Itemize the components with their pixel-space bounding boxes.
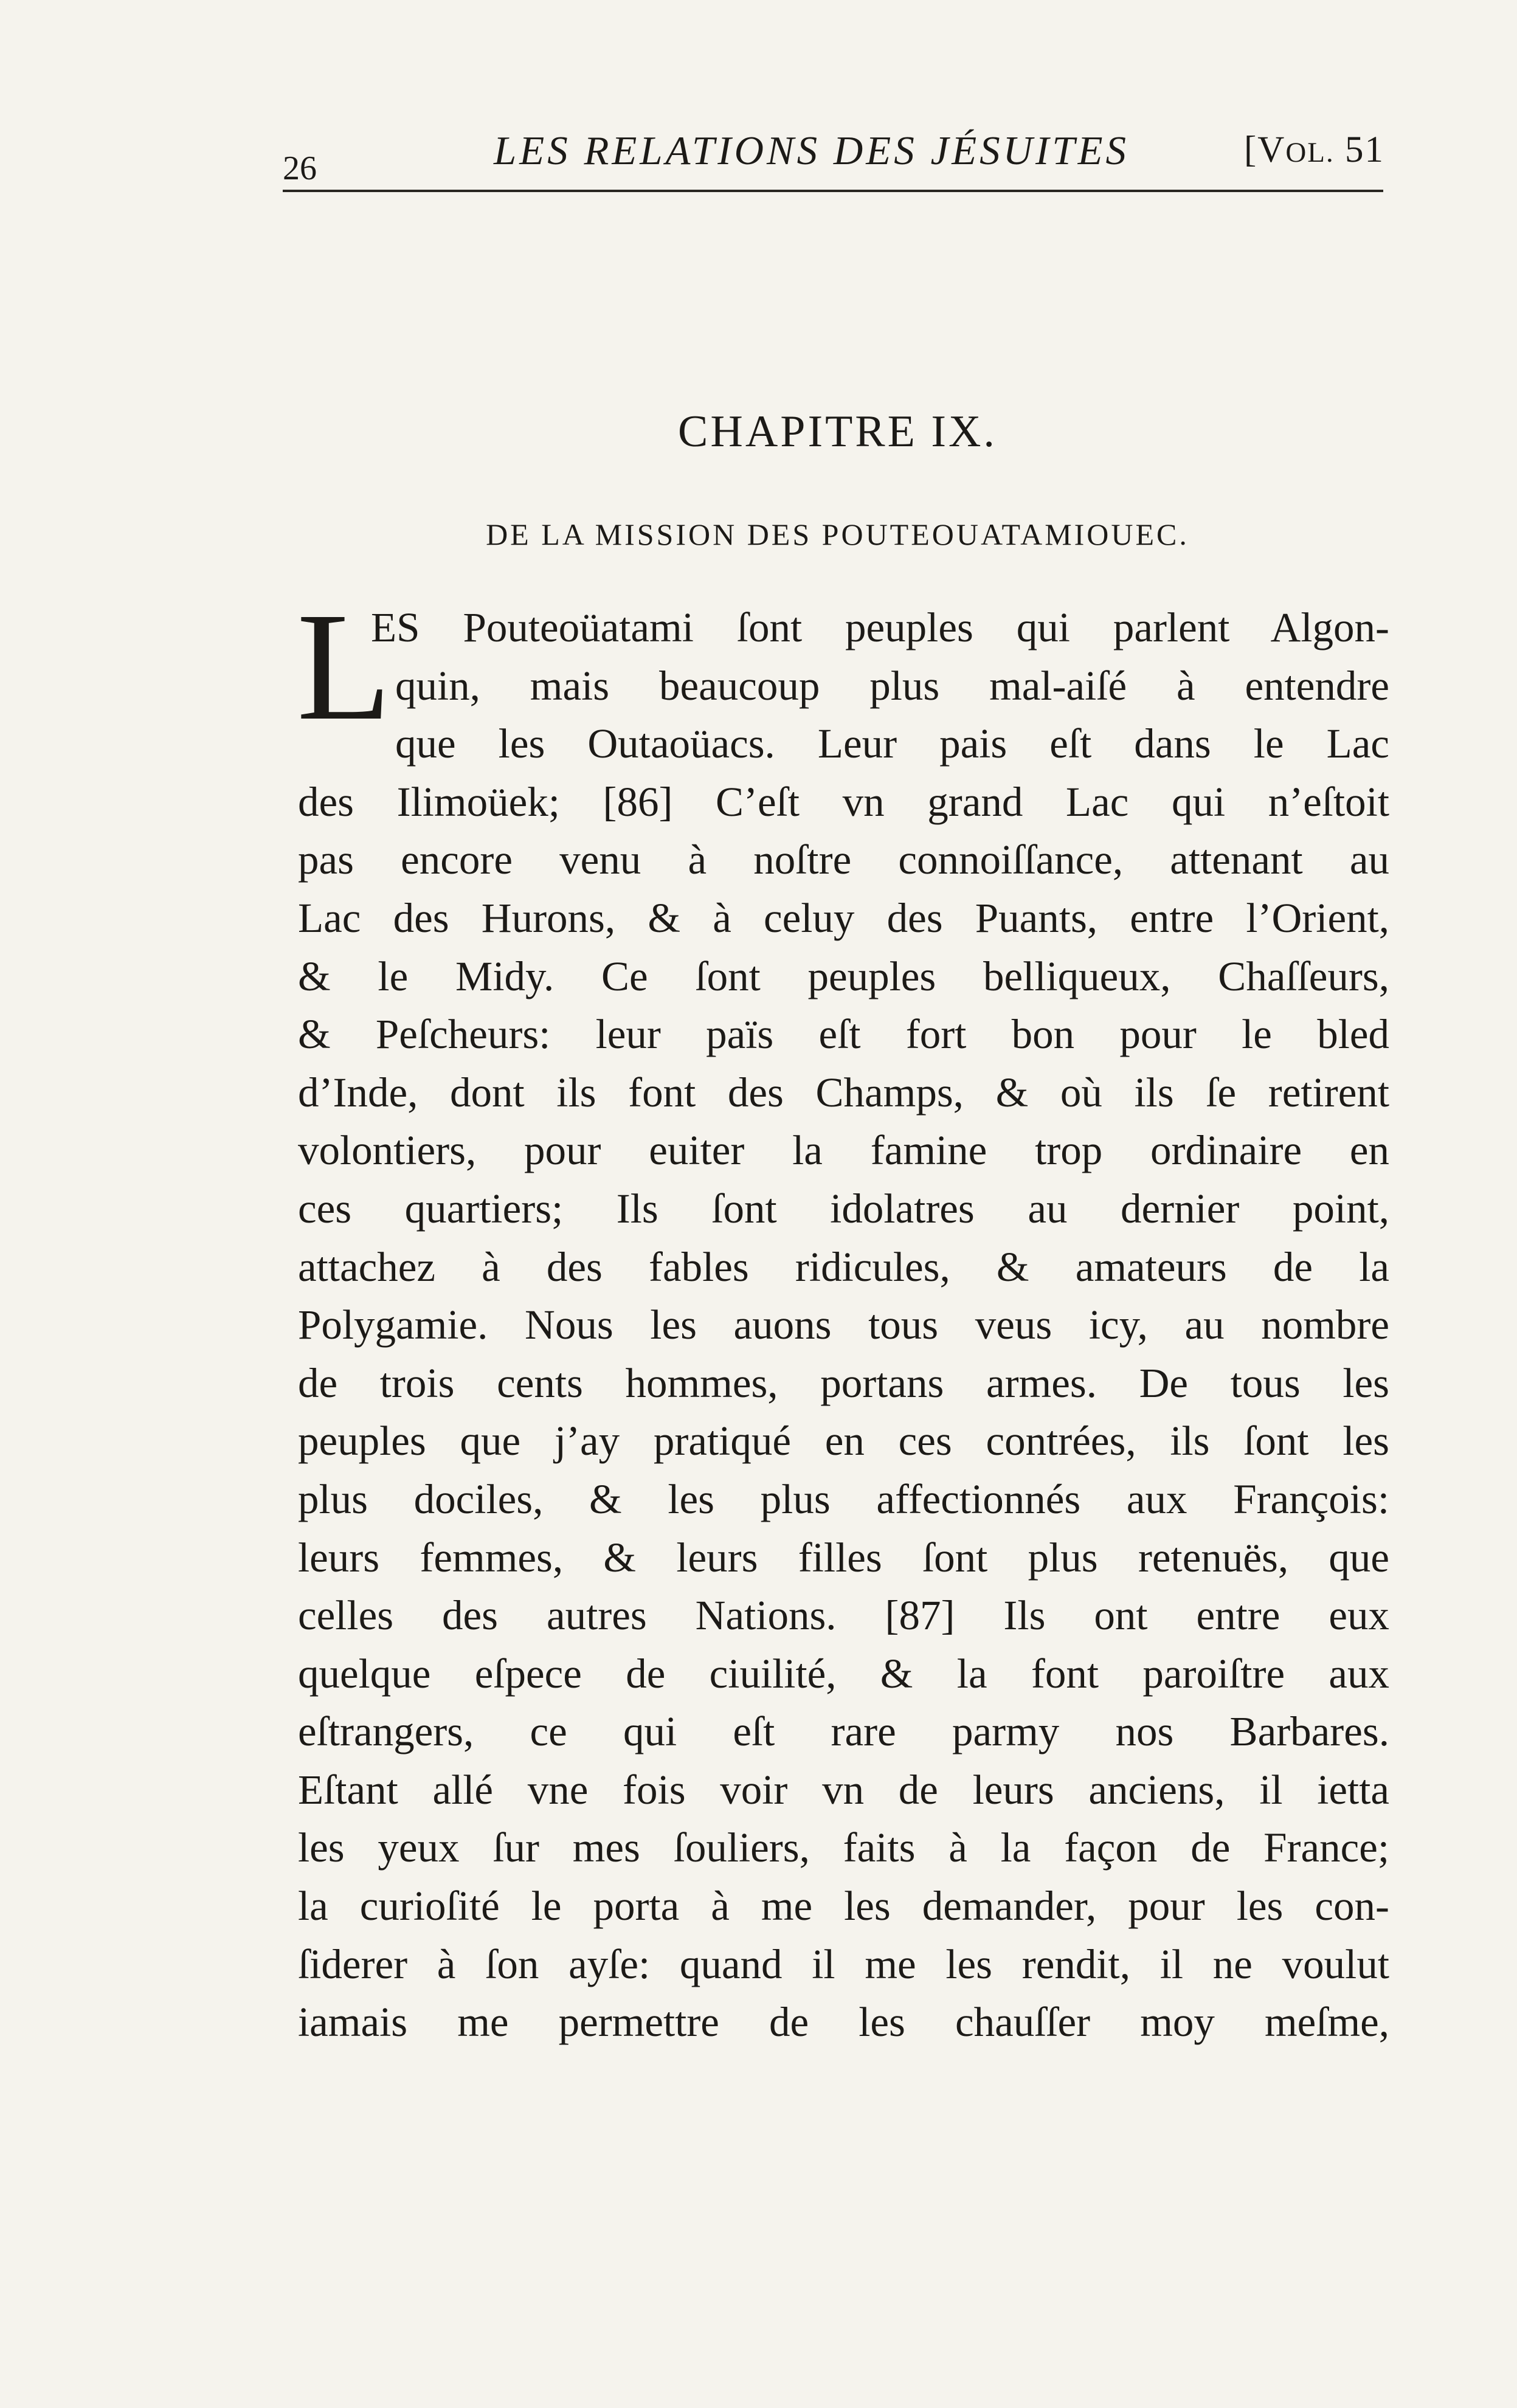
volume-abbrev: OL. — [1285, 137, 1335, 168]
text-line: Lac des Hurons, & à celuy des Puants, entre l’Orient, — [298, 894, 1389, 941]
text-line: de trois cents hommes, portans armes. De tous les — [298, 1359, 1389, 1406]
text-line: eſtrangers, ce qui eſt rare parmy nos Barbares. — [298, 1708, 1389, 1755]
volume-prefix: [V — [1243, 129, 1286, 170]
text-line: des Ilimoüek; [86] C’eſt vn grand Lac qui n’eſtoit — [298, 778, 1389, 825]
text-line: leurs femmes, & leurs filles ſont plus retenuës, que — [298, 1534, 1389, 1581]
text-line: Polygamie. Nous les auons tous veus icy, au nombre — [298, 1302, 1389, 1348]
text-line: & Peſcheurs: leur païs eſt fort bon pour le bled — [298, 1011, 1389, 1058]
running-head — [280, 122, 1386, 187]
text-line: volontiers, pour euiter la famine trop ordinaire en — [298, 1127, 1389, 1174]
text-line: d’Inde, dont ils font des Champs, & où ils ſe retirent — [298, 1069, 1389, 1116]
text-line: quin, mais beaucoup plus mal-aiſé à entendre — [395, 662, 1389, 709]
text-line: les yeux ſur mes ſouliers, faits à la façon de France; — [298, 1824, 1389, 1871]
drop-cap: L — [297, 581, 392, 753]
chapter-subtitle: DE LA MISSION DES POUTEOUATAMIOUEC. — [486, 517, 1189, 551]
text-line: ES Pouteoüatami ſont peuples qui parlent Algon- — [371, 604, 1389, 650]
text-line: plus dociles, & les plus affectionnés aux François: — [298, 1475, 1389, 1522]
text-line: iamais me permettre de les chauſſer moy meſme, — [298, 1999, 1389, 2046]
text-line: pas encore venu à noſtre connoiſſance, attenant au — [298, 837, 1389, 883]
body-text — [297, 581, 1389, 2052]
chapter-title: CHAPITRE IX. — [678, 407, 997, 457]
running-title: LES RELATIONS DES JÉSUITES — [494, 128, 1130, 173]
text-line: peuples que j’ay pratiqué en ces contrées, ils ſont les — [298, 1418, 1389, 1464]
header-rule — [283, 190, 1383, 192]
volume-label — [1244, 129, 1384, 171]
page-number: 26 — [283, 150, 317, 187]
text-line: Eſtant allé vne fois voir vn de leurs anciens, il ietta — [298, 1766, 1389, 1813]
text-line: la curioſité le porta à me les demander, pour les con- — [298, 1883, 1389, 1930]
text-line: & le Midy. Ce ſont peuples belliqueux, Chaſſeurs, — [298, 953, 1389, 999]
text-line: ces quartiers; Ils ſont idolatres au dernier point, — [298, 1185, 1389, 1232]
volume-number: 51 — [1345, 129, 1384, 170]
text-line: attachez à des fables ridicules, & amateurs de la — [298, 1243, 1389, 1290]
text-line: ſiderer à ſon ayſe: quand il me les rendit, il ne voulut — [298, 1941, 1389, 1987]
text-line: celles des autres Nations. [87] Ils ont entre eux — [298, 1592, 1389, 1639]
text-line: que les Outaoüacs. Leur pais eſt dans le Lac — [395, 720, 1389, 767]
text-line: quelque eſpece de ciuilité, & la font paroiſtre aux — [298, 1650, 1389, 1697]
